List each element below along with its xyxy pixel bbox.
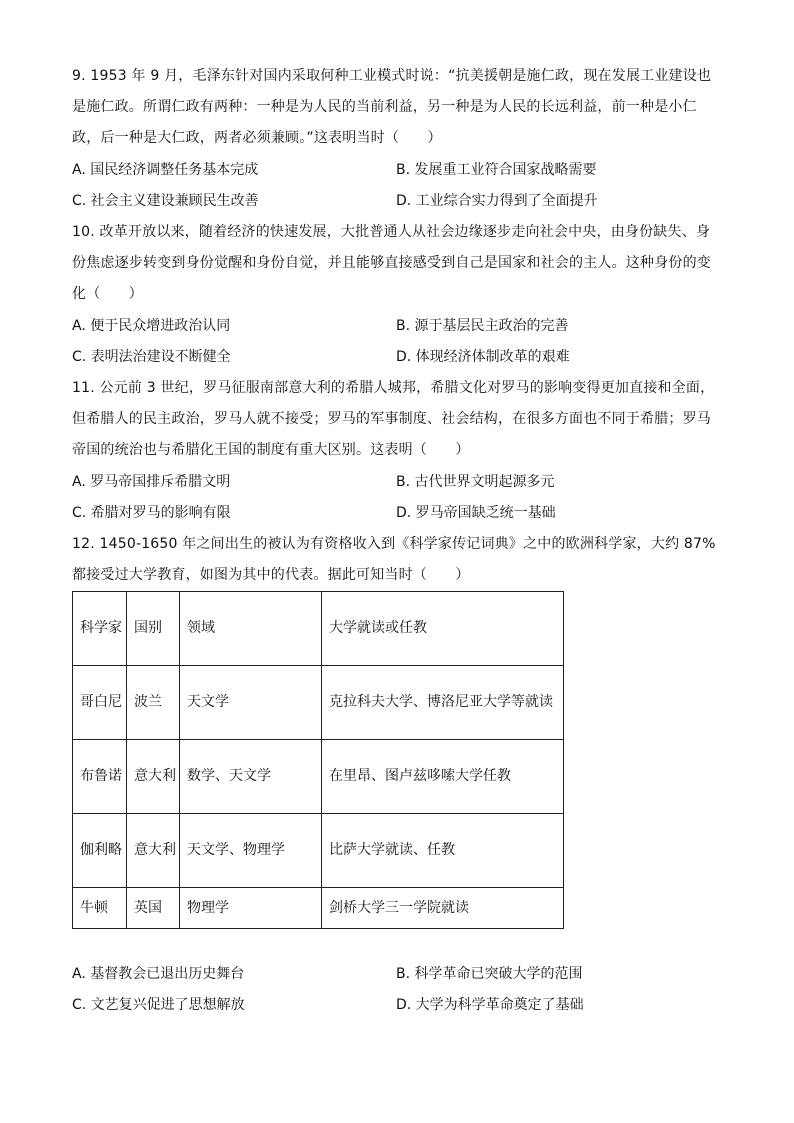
question-12-stem: 12. 1450-1650 年之间出生的被认为有资格收入到《科学家传记词典》之中的欧洲科学家，大约 87%都接受过大学教育，如图为其中的代表。据此可知当时（ ） <box>72 536 716 583</box>
question-9-options-ab <box>72 155 722 186</box>
question-12-option-c[interactable]: C. 文艺复兴促进了思想解放 <box>72 997 245 1013</box>
table-row <box>73 666 564 740</box>
table-header-cell: 大学就读或任教 <box>322 592 564 666</box>
question-11-option-d[interactable]: D. 罗马帝国缺乏统一基础 <box>396 505 556 521</box>
table-cell-field: 天文学 <box>180 666 322 740</box>
question-12-option-d[interactable]: D. 大学为科学革命奠定了基础 <box>396 997 584 1013</box>
table-cell-country: 意大利 <box>127 740 180 814</box>
question-12-option-a[interactable]: A. 基督教会已退出历史舞台 <box>72 966 245 982</box>
table-cell-field: 物理学 <box>180 888 322 929</box>
question-11-option-b[interactable]: B. 古代世界文明起源多元 <box>396 474 555 490</box>
table-cell-scientist: 哥白尼 <box>73 666 127 740</box>
question-9-stem: 9. 1953 年 9 月，毛泽东针对国内采取何种工业模式时说：“抗美援朝是施仁政，现在发展工业建设也是施仁政。所谓仁政有两种：一种是为人民的当前利益，另一种是为人民的长远利益，前一种是小仁政，后一种是大仁政，两者必须兼顾。”这表明当时（ ） <box>72 68 712 146</box>
question-11-options-cd <box>72 498 722 529</box>
question-9-option-a[interactable]: A. 国民经济调整任务基本完成 <box>72 162 259 178</box>
question-10-option-c[interactable]: C. 表明法治建设不断健全 <box>72 349 231 365</box>
table-header-row <box>73 592 564 666</box>
question-10-options-cd <box>72 342 722 373</box>
table-cell-university: 在里昂、图卢兹哆嗦大学任教 <box>322 740 564 814</box>
question-9-option-d[interactable]: D. 工业综合实力得到了全面提升 <box>396 193 598 209</box>
question-10-option-a[interactable]: A. 便于民众增进政治认同 <box>72 318 231 334</box>
question-10-option-b[interactable]: B. 源于基层民主政治的完善 <box>396 318 569 334</box>
table-cell-university: 克拉科夫大学、博洛尼亚大学等就读 <box>322 666 564 740</box>
question-10-stem: 10. 改革开放以来，随着经济的快速发展，大批普通人从社会边缘逐步走向社会中央，由身份缺失、身份焦虑逐步转变到身份觉醒和身份自觉，并且能够直接感受到自己是国家和社会的主人。这种身份的变化（ ） <box>72 224 711 302</box>
table-cell-scientist: 伽利略 <box>73 814 127 888</box>
question-11-option-c[interactable]: C. 希腊对罗马的影响有限 <box>72 505 231 521</box>
table-cell-field: 数学、天文学 <box>180 740 322 814</box>
question-11-stem: 11. 公元前 3 世纪，罗马征服南部意大利的希腊人城邦，希腊文化对罗马的影响变得更加直接和全面，但希腊人的民主政治，罗马人就不接受；罗马的军事制度、社会结构，在很多方面也不同于希腊；罗马帝国的统治也与希腊化王国的制度有重大区别。这表明（ ） <box>72 380 715 458</box>
table-cell-field: 天文学、物理学 <box>180 814 322 888</box>
table-row <box>73 740 564 814</box>
table-cell-university: 比萨大学就读、任教 <box>322 814 564 888</box>
table-header-cell: 科学家 <box>73 592 127 666</box>
table-cell-scientist: 布鲁诺 <box>73 740 127 814</box>
question-10-options-ab <box>72 311 722 342</box>
question-10-option-d[interactable]: D. 体现经济体制改革的艰难 <box>396 349 570 365</box>
table-cell-country: 波兰 <box>127 666 180 740</box>
scientist-table <box>72 591 564 929</box>
table-cell-scientist: 牛顿 <box>73 888 127 929</box>
question-9-option-b[interactable]: B. 发展重工业符合国家战略需要 <box>396 162 597 178</box>
question-9-option-c[interactable]: C. 社会主义建设兼顾民生改善 <box>72 193 259 209</box>
table-cell-country: 意大利 <box>127 814 180 888</box>
question-11-option-a[interactable]: A. 罗马帝国排斥希腊文明 <box>72 474 231 490</box>
question-12-options-cd <box>72 990 722 1021</box>
table-header-cell: 国别 <box>127 592 180 666</box>
question-11-options-ab <box>72 467 722 498</box>
question-12-options-ab <box>72 959 722 990</box>
question-12-option-b[interactable]: B. 科学革命已突破大学的范围 <box>396 966 583 982</box>
table-row <box>73 888 564 929</box>
table-row <box>73 814 564 888</box>
question-9-options-cd <box>72 186 722 217</box>
table-header-cell: 领域 <box>180 592 322 666</box>
table-cell-country: 英国 <box>127 888 180 929</box>
table-cell-university: 剑桥大学三一学院就读 <box>322 888 564 929</box>
